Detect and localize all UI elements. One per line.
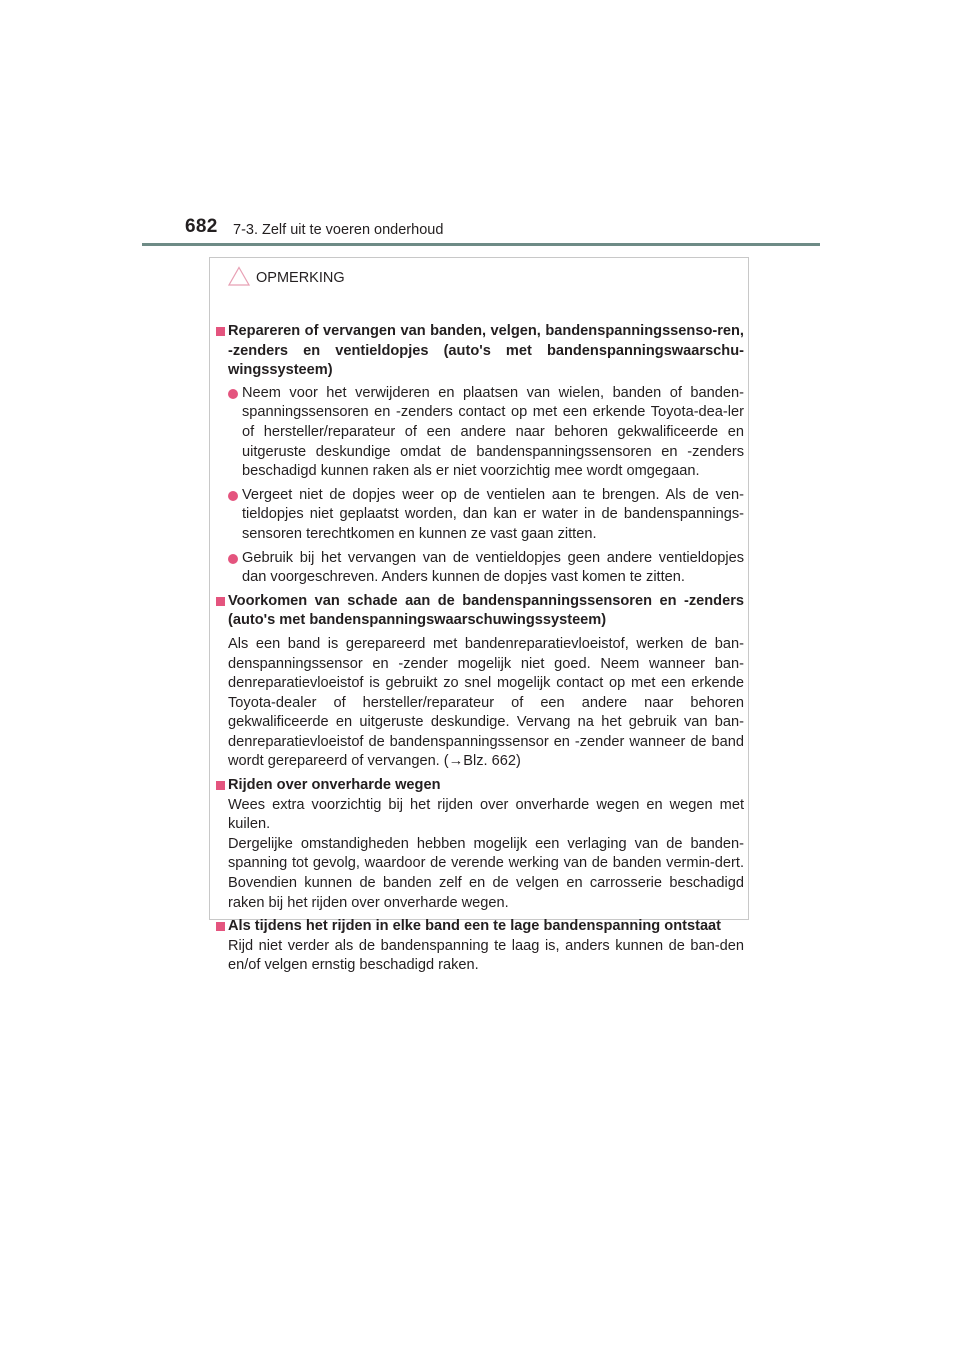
sub-item <box>228 486 744 545</box>
notice-title: OPMERKING <box>256 270 345 286</box>
item-title: Als tijdens het rijden in elke band een te lage bandenspanning ontstaat <box>228 918 722 935</box>
notice-content <box>216 324 744 976</box>
item-title: Rijden over onverharde wegen <box>228 777 441 794</box>
page-header <box>185 216 825 246</box>
item-body: Rijd niet verder als de bandenspanning te laag is, anders kunnen de ban-den en/of velgen ernstig beschadigd raken. <box>228 937 744 974</box>
item-body: Wees extra voorzichtig bij het rijden over onverharde wegen en wegen met kuilen. <box>228 796 744 833</box>
sub-item <box>228 384 744 482</box>
notice-item <box>216 322 744 588</box>
round-bullet-icon <box>228 389 238 399</box>
round-bullet-icon <box>228 554 238 564</box>
sub-item-text: Gebruik bij het vervangen van de ventieldopjes geen andere ventieldopjes dan voorgeschreven. Anders kunnen de dopjes vast komen te zitten. <box>242 549 744 586</box>
square-bullet-icon <box>216 597 225 606</box>
sub-item-text: Vergeet niet de dopjes weer op de ventielen aan te brengen. Als de ven-tieldopjes niet geplaatst worden, dan kan er water in de bandenspannings-sensoren terechtkomen en kunnen ze vast gaan zitten. <box>242 486 744 542</box>
sub-item-text: Neem voor het verwijderen en plaatsen van wielen, banden of banden-spanningssensoren en -zenders contact op met een erkende Toyota-dea-ler of hersteller/reparateur of een andere naar behoren gekwalificeerde en uitgeruste deskundige omdat de bandenspanningssensoren en -zenders beschadigd kunnen raken als er niet voorzichtig mee wordt omgegaan. <box>242 384 744 480</box>
notice-item <box>216 917 744 976</box>
square-bullet-icon <box>216 327 225 336</box>
square-bullet-icon <box>216 922 225 931</box>
item-title: Repareren of vervangen van banden, velgen, bandenspanningssenso-ren, -zenders en ventieldopjes (auto's met bandenspanningswaarschu-wingssysteem) <box>228 323 744 379</box>
item-title: Voorkomen van schade aan de bandenspanningssensoren en -zenders (auto's met bandenspanningswaarschuwingssysteem) <box>228 592 744 629</box>
notice-item <box>216 592 744 772</box>
item-body: Als een band is gerepareerd met bandenreparatievloeistof, werken de ban-denspanningssensor en -zender mogelijk niet goed. Neem wanneer ban-denreparatievloeistof is gebruikt zo snel mogelijk contact op met een erkende Toyota-dealer of hersteller/reparateur of een andere naar behoren gekwalificeerde en uitgeruste deskundige. Vervang na het gebruik van ban-denreparatievloeistof de bandenspanningssensor en -zender wanneer de band wordt gerepareerd of vervangen. (→Blz. 662) <box>228 635 744 770</box>
item-body: Dergelijke omstandigheden hebben mogelijk een verlaging van de banden-spanning tot gevolg, waardoor de verende werking van de banden vermin-dert. Bovendien kunnen de banden zelf en de velgen en carrosserie beschadigd raken bij het rijden over onverharde wegen. <box>228 835 744 911</box>
section-title: 7-3. Zelf uit te voeren onderhoud <box>233 222 444 238</box>
sub-item <box>228 549 744 588</box>
round-bullet-icon <box>228 491 238 501</box>
header-rule <box>142 243 820 246</box>
notice-item <box>216 776 744 913</box>
square-bullet-icon <box>216 781 225 790</box>
warning-triangle-icon <box>228 266 250 286</box>
notice-box <box>209 257 749 974</box>
page-number: 682 <box>185 216 218 237</box>
